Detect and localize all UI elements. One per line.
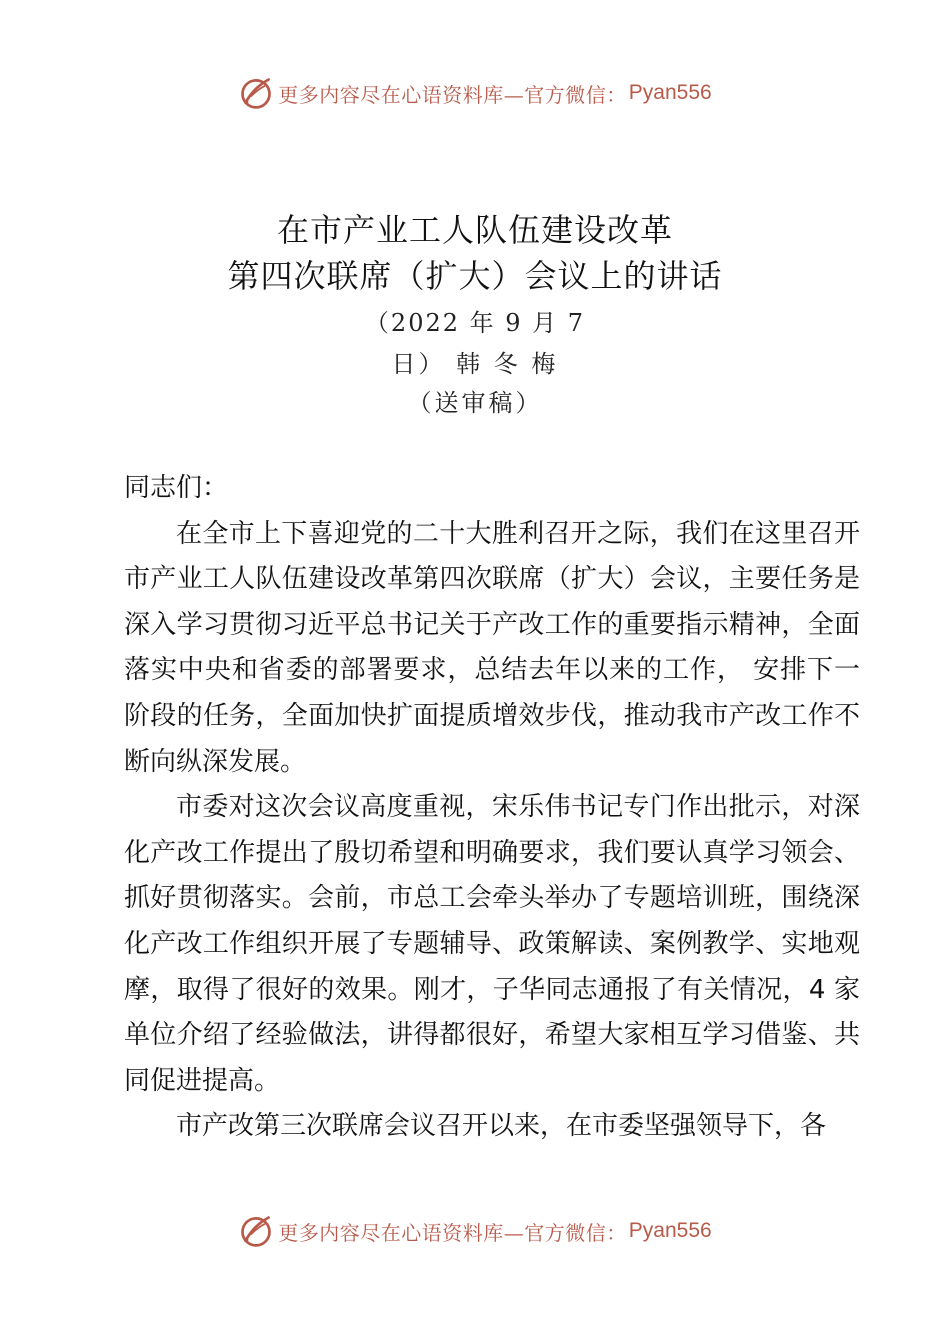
document-title-line2: 第四次联席（扩大）会议上的讲话 [227, 257, 723, 295]
document-body [124, 466, 860, 1150]
salutation: 同志们： [124, 473, 229, 503]
watermark-text: 更多内容尽在心语资料库—官方微信： [278, 82, 627, 107]
body-paragraph-3: 市产改第三次联席会议召开以来，在市委坚强领导下，各 [176, 1111, 827, 1142]
watermark-wechat-id: Pyan556 [628, 1219, 712, 1242]
document-date-author-line: 日） 韩 冬 梅 [391, 350, 559, 378]
watermark-footer [0, 1211, 950, 1251]
body-paragraph-1: 在全市上下喜迎党的二十大胜利召开之际，我们在这里召开市产业工人队伍建设改革第四次联席（扩大）会议，主要任务是深入学习贯彻习近平总书记关于产改工作的重要指示精神，全面落实中央和省委的部署要求，总结去年以来的工作， 安排下一阶段的任务，全面加快扩面提质增效步伐，推动我市产改工作不断向纵深发展。 [124, 518, 860, 777]
watermark-wechat-id: Pyan556 [628, 81, 712, 104]
watermark-text: 更多内容尽在心语资料库—官方微信： [278, 1220, 627, 1245]
body-paragraph-2: 市委对这次会议高度重视，宋乐伟书记专门作出批示，对深化产改工作提出了殷切希望和明确要求，我们要认真学习领会、抓好贯彻落实。会前，市总工会牵头举办了专题培训班，围绕深化产改工作组织开展了专题辅导、政策解读、案例教学、实地观摩，取得了很好的效果。刚才，子华同志通报了有关情况，4 家单位介绍了经验做法，讲得都很好，希望大家相互学习借鉴、共同促进提高。 [124, 792, 860, 1096]
document-title-line1: 在市产业工人队伍建设改革 [276, 211, 673, 249]
watermark-header [0, 73, 950, 113]
document-date-line1: （2022 年 9 月 7 [364, 309, 586, 337]
quill-seal-icon [238, 1213, 274, 1249]
document-draft-note: （送审稿） [407, 389, 543, 417]
quill-seal-icon [238, 75, 274, 111]
